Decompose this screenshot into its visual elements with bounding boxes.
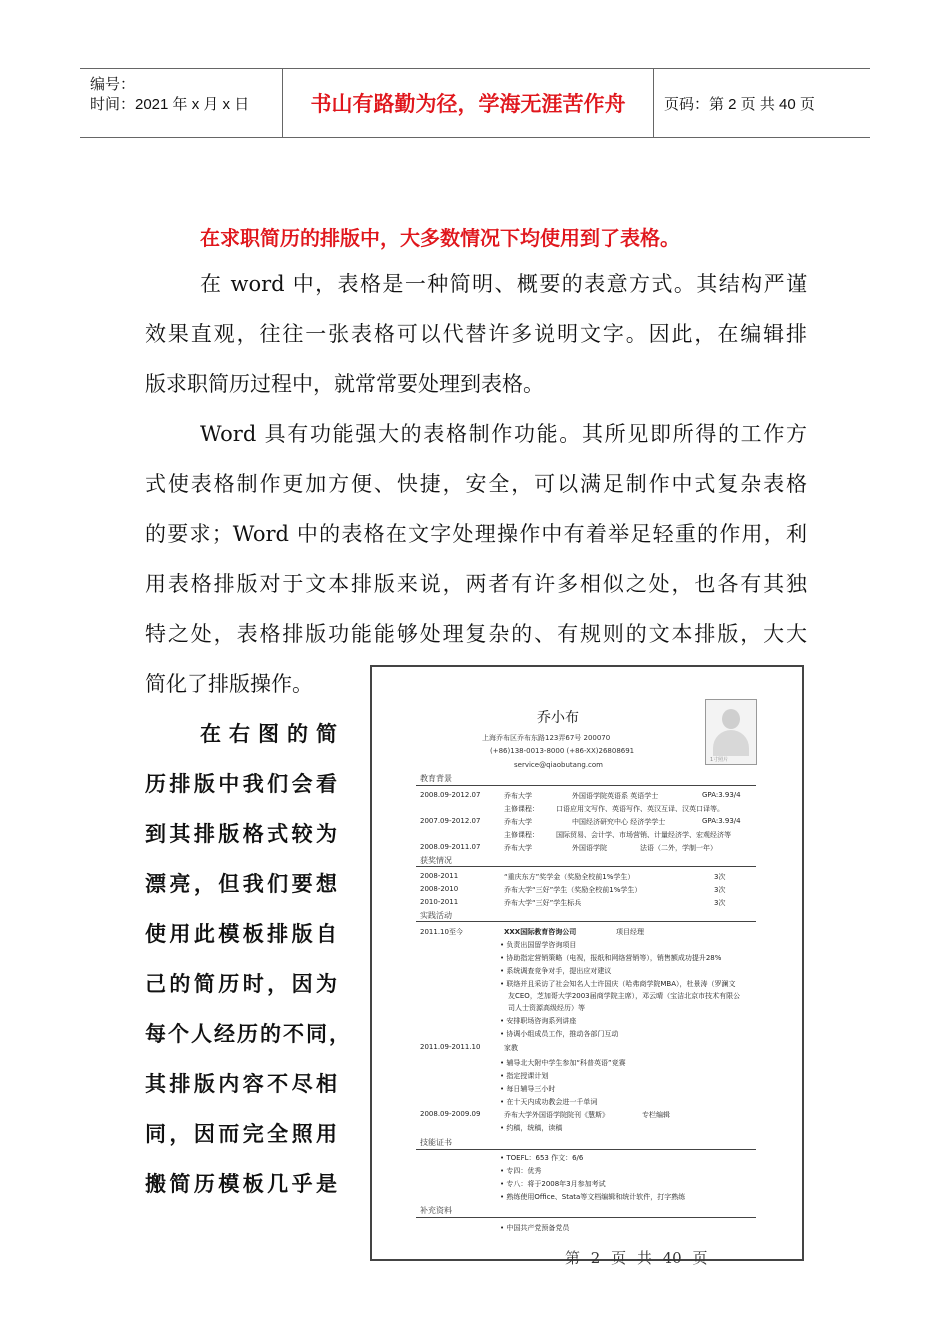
paragraph-line: 在 word 中，表格是一种简明、概要的表意方式。其结构严谨 — [200, 272, 807, 296]
practice-role: 家教 — [504, 1044, 518, 1052]
edu-gpa: GPA:3.93/4 — [702, 791, 741, 799]
narrow-line: 搬简历模板几乎是 — [145, 1171, 337, 1196]
edu-date: 2008.09-2012.07 — [420, 791, 481, 799]
practice-bullet: • 在十天内成功教会进一千单词 — [500, 1097, 597, 1107]
paragraph-line: 用表格排版对于文本排版来说，两者有许多相似之处，也各有其独 — [145, 572, 807, 596]
photo-caption: 1寸照片 — [710, 757, 729, 763]
skill-bullet: • TOEFL：653 作文：6/6 — [500, 1153, 583, 1163]
edu-major: 中国经济研究中心 经济学学士 — [572, 818, 666, 826]
resume-template-figure — [370, 665, 804, 1261]
page-footer: 第 2 页 共 40 页 — [565, 1249, 708, 1267]
award-date: 2008-2011 — [420, 872, 459, 880]
skill-bullet: • 专四：优秀 — [500, 1166, 541, 1176]
resume-address: 上海乔布区乔布东路123弄67号 200070 — [482, 734, 611, 742]
award-name: 乔布大学“三好”学生（奖励全校前1%学生） — [504, 886, 642, 894]
practice-date: 2011.10至今 — [420, 928, 463, 936]
practice-bullet-cont: 司人士资源高级经历）等 — [508, 1004, 585, 1012]
edu-major: 外国语学院英语系 英语学士 — [572, 792, 659, 800]
extra-bullet: • 中国共产党预备党员 — [500, 1223, 569, 1233]
avatar-body-icon — [713, 730, 749, 756]
award-count: 3次 — [714, 899, 726, 907]
edu-gpa: GPA:3.93/4 — [702, 817, 741, 825]
resume-phone: (+86)138-0013-8000 (+86-XX)26808691 — [490, 747, 635, 755]
header-page-info: 页码：第 2 页 共 40 页 — [664, 95, 815, 113]
section-rule — [416, 785, 756, 786]
practice-role: 项目经理 — [616, 928, 644, 936]
practice-bullet: • 每日辅导三小时 — [500, 1084, 555, 1094]
practice-date: 2011.09-2011.10 — [420, 1043, 481, 1051]
narrow-line: 每个人经历的不同， — [145, 1021, 350, 1046]
paragraph-line: 简化了排版操作。 — [145, 672, 313, 696]
edu-course-label: 主修课程： — [504, 831, 539, 839]
narrow-line: 己的简历时，因为 — [145, 971, 337, 996]
edu-course-list: 国际贸易、会计学、市场营销、计量经济学、宏观经济等 — [556, 831, 731, 839]
resume-email: service@qiaobutang.com — [514, 761, 604, 769]
award-date: 2010-2011 — [420, 898, 459, 906]
narrow-line: 同，因而完全照用 — [145, 1121, 337, 1146]
resume-name: 乔小布 — [537, 710, 579, 726]
practice-org: XXX国际教育咨询公司 — [504, 928, 577, 936]
edu-school: 乔布大学 — [504, 818, 532, 826]
header-meta-cell — [80, 69, 283, 137]
practice-role: 专栏编辑 — [642, 1111, 670, 1119]
paragraph-line: 的要求；Word 中的表格在文字处理操作中有着举足轻重的作用，利 — [145, 522, 807, 546]
skill-bullet: • 熟练使用Office、Stata等文档编辑和统计软件，打字熟练 — [500, 1192, 685, 1202]
paragraph-line: 版求职简历过程中，就常常要处理到表格。 — [145, 372, 544, 396]
edu-school: 乔布大学 — [504, 844, 532, 852]
narrow-line: 历排版中我们会看 — [145, 771, 337, 796]
header-motto: 书山有路勤为径，学海无涯苦作舟 — [283, 69, 654, 137]
section-label-edu: 教育背景 — [420, 774, 452, 783]
practice-bullet: • 协助指定营销策略（电视，报纸和网络营销等），销售额成功提升28% — [500, 953, 721, 963]
section-rule — [416, 921, 756, 922]
narrow-line: 在右图的简 — [200, 721, 337, 746]
narrow-line: 使用此模板排版自 — [145, 921, 337, 946]
narrow-line: 漂亮，但我们要想 — [145, 871, 337, 896]
practice-bullet: • 协调小组成员工作，推动各部门互动 — [500, 1029, 618, 1039]
practice-bullet: • 指定授课计划 — [500, 1071, 548, 1081]
number-label: 编号： — [90, 76, 136, 93]
page-header — [80, 68, 870, 138]
edu-major: 外国语学院 — [572, 844, 607, 852]
award-count: 3次 — [714, 873, 726, 881]
award-name: 乔布大学“三好”学生标兵 — [504, 899, 582, 907]
practice-bullet: • 联络并且采访了社会知名人士许国庆（哈弗商学院MBA），杜景涛（罗澜文 — [500, 979, 736, 989]
practice-bullet-cont: 友CEO，芝加哥大学2003届商学院主席），邓云晴（宝洁北京市技术有限公 — [508, 992, 741, 1000]
paragraph-line: Word 具有功能强大的表格制作功能。其所见即所得的工作方 — [200, 422, 807, 446]
practice-org: 乔布大学外国语学院院刊《慧斯》 — [504, 1111, 609, 1119]
practice-bullet: • 安排职场咨询系列讲座 — [500, 1016, 576, 1026]
section-label-skill: 技能证书 — [420, 1138, 452, 1147]
paragraph-line: 式使表格制作更加方便、快捷，安全，可以满足制作中式复杂表格 — [145, 472, 807, 496]
paragraph-line: 特之处，表格排版功能能够处理复杂的、有规则的文本排版，大大 — [145, 622, 807, 646]
resume-photo-placeholder — [705, 699, 757, 765]
section-label-extra: 补充资料 — [420, 1206, 452, 1215]
avatar-head-icon — [722, 709, 740, 729]
edu-extra: 法语（二外，学制一年） — [640, 844, 717, 852]
award-name: “重庆东方”奖学金（奖励全校前1%学生） — [504, 873, 635, 881]
narrow-line: 其排版内容不尽相 — [145, 1071, 337, 1096]
practice-bullet: • 辅导北大附中学生参加“科普英语”竞赛 — [500, 1058, 626, 1068]
section-label-award: 获奖情况 — [420, 856, 452, 865]
section-label-practice: 实践活动 — [420, 911, 452, 920]
time-label: 时间：2021 年 x 月 x 日 — [90, 96, 250, 113]
edu-school: 乔布大学 — [504, 792, 532, 800]
section-rule — [416, 866, 756, 867]
narrow-line: 到其排版格式较为 — [145, 821, 337, 846]
edu-date: 2008.09-2011.07 — [420, 843, 481, 851]
practice-bullet: • 负责出国留学咨询项目 — [500, 940, 576, 950]
practice-bullet: • 约稿，统稿，读稿 — [500, 1123, 562, 1133]
section-heading: 在求职简历的排版中，大多数情况下均使用到了表格。 — [200, 226, 680, 250]
award-count: 3次 — [714, 886, 726, 894]
edu-course-list: 口语应用文写作、英语写作、英汉互译、汉英口译等。 — [556, 805, 724, 813]
award-date: 2008-2010 — [420, 885, 459, 893]
paragraph-line: 效果直观，往往一张表格可以代替许多说明文字。因此，在编辑排 — [145, 322, 807, 346]
practice-date: 2008.09-2009.09 — [420, 1110, 481, 1118]
section-rule — [416, 1149, 756, 1150]
edu-course-label: 主修课程： — [504, 805, 539, 813]
practice-bullet: • 系统调查竞争对手，提出应对建议 — [500, 966, 611, 976]
skill-bullet: • 专八：将于2008年3月参加考试 — [500, 1179, 606, 1189]
edu-date: 2007.09-2012.07 — [420, 817, 481, 825]
section-rule — [416, 1217, 756, 1218]
